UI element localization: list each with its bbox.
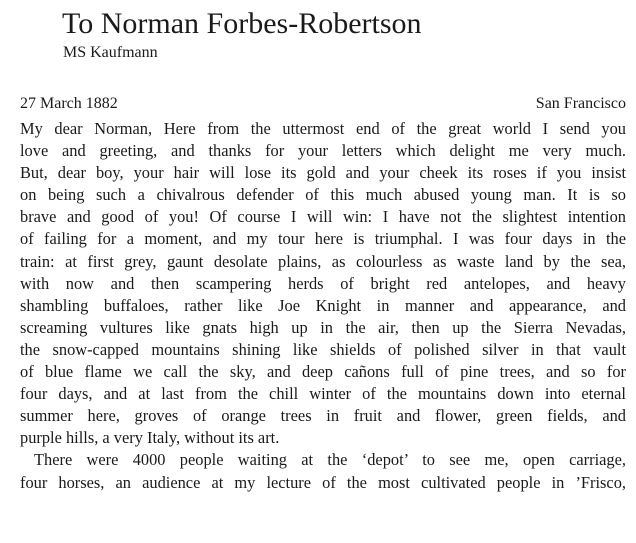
text-line: of failing for a moment, and my tour here is triumphal. I was four days in the bbox=[20, 229, 626, 249]
text-line: But, dear boy, your hair will lose its gold and your cheek its roses if you insist bbox=[20, 163, 626, 183]
text-line: the snow-capped mountains shining like shields of polished silver in that vault bbox=[20, 339, 626, 359]
text-line: shambling buffaloes, rather like Joe Knight in manner and appearance, and bbox=[20, 295, 626, 315]
manuscript-source: MS Kaufmann bbox=[63, 44, 158, 61]
text-line: four horses, an audience at my lecture of the most cultivated people in ’Frisco, bbox=[20, 472, 626, 492]
text-line: purple hills, a very Italy, without its art. bbox=[20, 428, 280, 448]
text-line: There were 4000 people waiting at the ‘depot’ to see me, open carriage, bbox=[34, 450, 626, 470]
text-line: love and greeting, and thanks for your letters which delight me very much. bbox=[20, 141, 626, 161]
letter-title: To Norman Forbes-Robertson bbox=[62, 7, 422, 40]
letter-date: 27 March 1882 bbox=[20, 95, 118, 112]
text-line: of blue flame we call the sky, and deep cañons full of pine trees, and so for bbox=[20, 362, 626, 382]
text-line: train: at first grey, gaunt desolate plains, as colourless as waste land by the sea, bbox=[20, 251, 626, 271]
text-line: screaming vultures like gnats high up in the air, then up the Sierra Nevadas, bbox=[20, 317, 626, 337]
text-line: on being such a chivalrous defender of this much abused young man. It is so bbox=[20, 185, 626, 205]
text-line: brave and good of you! Of course I will win: I have not the slightest intention bbox=[20, 207, 626, 227]
letter-body bbox=[20, 118, 626, 494]
text-line: summer here, groves of orange trees in fruit and flower, green fields, and bbox=[20, 406, 626, 426]
text-line: with now and then scampering herds of bright red antelopes, and heavy bbox=[20, 273, 626, 293]
text-line: My dear Norman, Here from the uttermost end of the great world I send you bbox=[20, 119, 626, 138]
letter-place: San Francisco bbox=[535, 95, 626, 112]
text-line: four days, and at last from the chill winter of the mountains down into eternal bbox=[20, 384, 626, 404]
